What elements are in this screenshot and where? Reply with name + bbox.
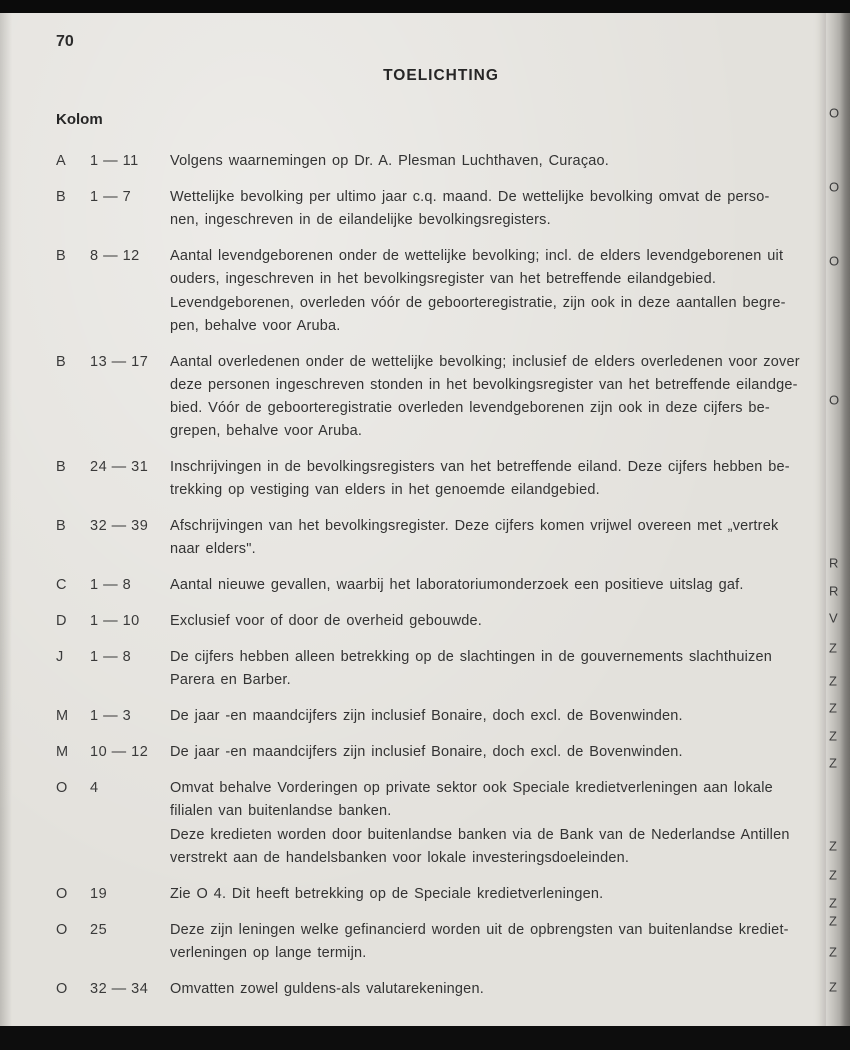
entry-line: Exclusief voor of door de overheid gebouwde. bbox=[170, 613, 483, 629]
scan-bottom-bar bbox=[0, 1026, 850, 1050]
edge-letter: R bbox=[829, 555, 839, 571]
entry-paragraph bbox=[170, 456, 850, 502]
entry-row bbox=[56, 646, 850, 692]
edge-letter: Z bbox=[829, 640, 837, 656]
entry-text bbox=[170, 705, 850, 728]
entry-paragraph bbox=[170, 646, 850, 692]
entry-row bbox=[56, 741, 850, 764]
entry-paragraph bbox=[170, 574, 850, 597]
entry-paragraph bbox=[170, 292, 850, 338]
entry-column-letter: O bbox=[56, 981, 68, 997]
entry-paragraph bbox=[170, 186, 850, 232]
entry-line: deze personen ingeschreven stonden in het bevolkingsregister van het betreffende eilandge- bbox=[170, 377, 798, 393]
entry-column-letter: B bbox=[56, 354, 66, 370]
entry-column-range: 1 — 8 bbox=[90, 577, 132, 593]
entry-paragraph bbox=[170, 978, 850, 1001]
entry-column-letter: O bbox=[56, 922, 68, 938]
entry-column-range: 24 — 31 bbox=[90, 459, 149, 475]
edge-letter: Z bbox=[829, 728, 837, 744]
entry-column-range: 1 — 10 bbox=[90, 613, 140, 629]
kolom-label: Kolom bbox=[56, 111, 103, 128]
edge-letter: O bbox=[829, 105, 840, 121]
entry-line: Afschrijvingen van het bevolkingsregister. Deze cijfers komen vrijwel overeen met „vertrek bbox=[170, 518, 779, 534]
entry-column-letter: C bbox=[56, 577, 67, 593]
edge-letter: Z bbox=[829, 867, 837, 883]
entry-line: De jaar -en maandcijfers zijn inclusief Bonaire, doch excl. de Bovenwinden. bbox=[170, 744, 683, 760]
entry-column-range: 8 — 12 bbox=[90, 248, 140, 264]
edge-letter: Z bbox=[829, 700, 837, 716]
edge-letter: Z bbox=[829, 838, 837, 854]
entry-line: Aantal nieuwe gevallen, waarbij het laboratoriumonderzoek een positieve uitslag gaf. bbox=[170, 577, 744, 593]
page-content bbox=[0, 13, 850, 1026]
entry-column-range: 19 bbox=[90, 886, 108, 902]
entry-column-letter: M bbox=[56, 744, 69, 760]
entry-text bbox=[170, 883, 850, 906]
entry-line: Levendgeborenen, overleden vóór de geboorteregistratie, zijn ook in deze aantallen begre- bbox=[170, 295, 786, 311]
edge-letter: R bbox=[829, 583, 839, 599]
page-title: TOELICHTING bbox=[383, 67, 499, 84]
page-number: 70 bbox=[56, 33, 74, 50]
entry-row bbox=[56, 978, 850, 1001]
edge-letter: O bbox=[829, 392, 840, 408]
entry-text bbox=[170, 515, 850, 561]
entry-column-letter: B bbox=[56, 459, 66, 475]
entry-row bbox=[56, 777, 850, 870]
entries bbox=[56, 150, 850, 1001]
entry-line: Omvatten zowel guldens-als valutarekeningen. bbox=[170, 981, 484, 997]
entry-column-range: 10 — 12 bbox=[90, 744, 149, 760]
edge-letter: Z bbox=[829, 979, 837, 995]
page-edge bbox=[826, 0, 850, 1050]
entry-paragraph bbox=[170, 919, 850, 965]
edge-letter: Z bbox=[829, 895, 837, 911]
entry-line: naar elders". bbox=[170, 541, 256, 557]
edge-letter: V bbox=[829, 610, 838, 626]
entry-line: Inschrijvingen in de bevolkingsregisters van het betreffende eiland. Deze cijfers hebben be- bbox=[170, 459, 790, 475]
entry-line: Volgens waarnemingen op Dr. A. Plesman Luchthaven, Curaçao. bbox=[170, 153, 610, 169]
entry-column-letter: B bbox=[56, 248, 66, 264]
entry-text bbox=[170, 610, 850, 633]
entry-paragraph bbox=[170, 515, 850, 561]
entry-line: trekking op vestiging van elders in het genoemde eilandgebied. bbox=[170, 482, 600, 498]
entry-text bbox=[170, 351, 850, 443]
entry-row bbox=[56, 515, 850, 561]
entry-column-letter: O bbox=[56, 886, 68, 902]
entry-line: De jaar -en maandcijfers zijn inclusief Bonaire, doch excl. de Bovenwinden. bbox=[170, 708, 683, 724]
entry-line: grepen, behalve voor Aruba. bbox=[170, 423, 363, 439]
entry-row bbox=[56, 456, 850, 502]
entry-paragraph bbox=[170, 824, 850, 870]
edge-letter: Z bbox=[829, 913, 837, 929]
edge-letter: Z bbox=[829, 755, 837, 771]
entry-column-range: 1 — 7 bbox=[90, 189, 132, 205]
entry-line: Wettelijke bevolking per ultimo jaar c.q. maand. De wettelijke bevolking omvat de perso- bbox=[170, 189, 770, 205]
entry-paragraph bbox=[170, 741, 850, 764]
entry-column-letter: J bbox=[56, 649, 64, 665]
entry-text bbox=[170, 150, 850, 173]
entry-column-range: 25 bbox=[90, 922, 108, 938]
entry-line: ouders, ingeschreven in het bevolkingsregister van het betreffende eilandgebied. bbox=[170, 271, 717, 287]
entry-text bbox=[170, 741, 850, 764]
entry-line: pen, behalve voor Aruba. bbox=[170, 318, 341, 334]
entry-row bbox=[56, 574, 850, 597]
entry-column-letter: A bbox=[56, 153, 66, 169]
edge-letter: Z bbox=[829, 944, 837, 960]
entry-line: verstrekt aan de handelsbanken voor lokale investeringsdoeleinden. bbox=[170, 850, 630, 866]
entry-line: Aantal overledenen onder de wettelijke bevolking; inclusief de elders overledenen voor zover bbox=[170, 354, 800, 370]
entry-row bbox=[56, 245, 850, 338]
entry-text bbox=[170, 919, 850, 965]
entry-column-range: 32 — 34 bbox=[90, 981, 149, 997]
entry-column-range: 1 — 8 bbox=[90, 649, 132, 665]
entry-row bbox=[56, 351, 850, 443]
entry-line: Deze kredieten worden door buitenlandse banken via de Bank van de Nederlandse Antillen bbox=[170, 827, 790, 843]
entry-line: Omvat behalve Vorderingen op private sektor ook Speciale kredietverleningen aan lokale bbox=[170, 780, 773, 796]
entry-column-letter: O bbox=[56, 780, 68, 796]
entry-text bbox=[170, 456, 850, 502]
edge-letter: O bbox=[829, 179, 840, 195]
entry-line: verleningen op lange termijn. bbox=[170, 945, 367, 961]
entry-line: De cijfers hebben alleen betrekking op de slachtingen in de gouvernements slachthuizen bbox=[170, 649, 772, 665]
entry-row bbox=[56, 186, 850, 232]
entry-line: nen, ingeschreven in de eilandelijke bevolkingsregisters. bbox=[170, 212, 551, 228]
entry-line: filialen van buitenlandse banken. bbox=[170, 803, 392, 819]
entry-paragraph bbox=[170, 245, 850, 291]
entry-column-letter: D bbox=[56, 613, 67, 629]
entry-column-range: 1 — 11 bbox=[90, 153, 139, 169]
entry-text bbox=[170, 777, 850, 870]
entry-paragraph bbox=[170, 777, 850, 823]
entry-line: Deze zijn leningen welke gefinancierd worden uit de opbrengsten van buitenlandse krediet- bbox=[170, 922, 789, 938]
entry-column-range: 13 — 17 bbox=[90, 354, 149, 370]
entry-paragraph bbox=[170, 351, 850, 443]
entry-line: Aantal levendgeborenen onder de wettelijke bevolking; incl. de elders levendgeborenen uit bbox=[170, 248, 784, 264]
entry-paragraph bbox=[170, 883, 850, 906]
entry-text bbox=[170, 245, 850, 338]
entry-row bbox=[56, 705, 850, 728]
scan-top-bar bbox=[0, 0, 850, 13]
entry-column-letter: M bbox=[56, 708, 69, 724]
entry-row bbox=[56, 883, 850, 906]
entry-line: bied. Vóór de geboorteregistratie overleden levendgeborenen zijn ook in deze cijfers be- bbox=[170, 400, 770, 416]
entry-text bbox=[170, 646, 850, 692]
entry-row bbox=[56, 150, 850, 173]
entry-column-letter: B bbox=[56, 189, 66, 205]
entry-column-range: 1 — 3 bbox=[90, 708, 132, 724]
edge-letter: Z bbox=[829, 673, 837, 689]
entry-line: Zie O 4. Dit heeft betrekking op de Speciale kredietverleningen. bbox=[170, 886, 604, 902]
entry-text bbox=[170, 978, 850, 1001]
entry-column-range: 4 bbox=[90, 780, 99, 796]
entry-row bbox=[56, 610, 850, 633]
entry-line: Parera en Barber. bbox=[170, 672, 291, 688]
entry-row bbox=[56, 919, 850, 965]
entry-paragraph bbox=[170, 705, 850, 728]
edge-letter: O bbox=[829, 253, 840, 269]
entry-paragraph bbox=[170, 150, 850, 173]
entry-text bbox=[170, 574, 850, 597]
entry-text bbox=[170, 186, 850, 232]
entry-column-letter: B bbox=[56, 518, 66, 534]
entry-column-range: 32 — 39 bbox=[90, 518, 149, 534]
entry-paragraph bbox=[170, 610, 850, 633]
